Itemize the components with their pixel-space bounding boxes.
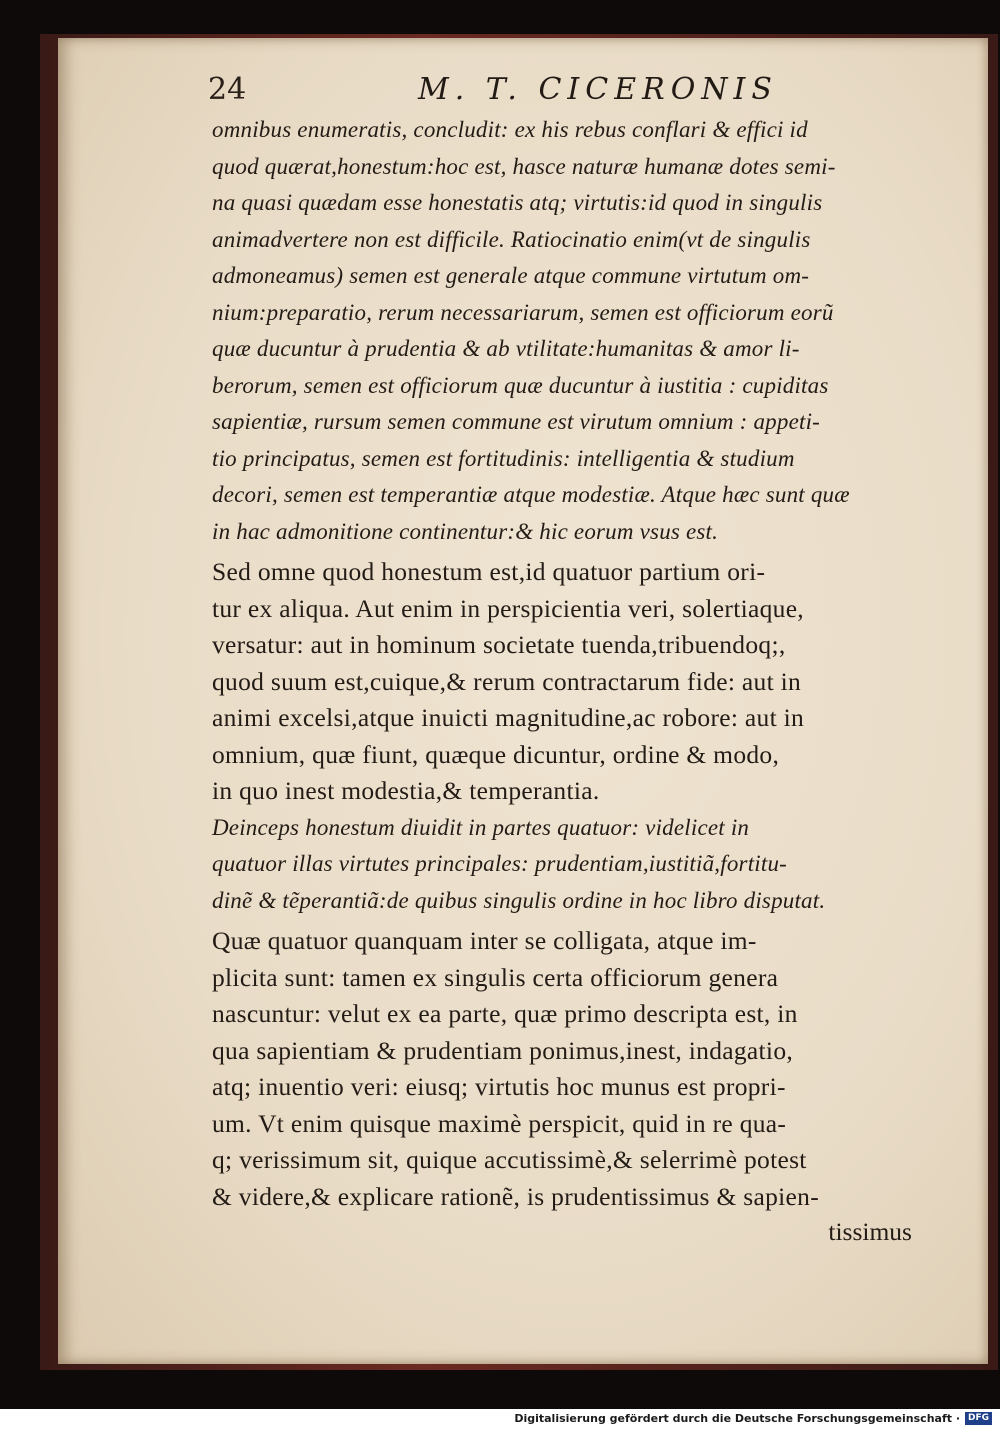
funding-credit: Digitalisierung gefördert durch die Deutsche Forschungsgemeinschaft · xyxy=(514,1412,960,1425)
text-line: animadvertere non est difficile. Ratiocinatio enim(vt de singulis xyxy=(212,226,811,252)
text-line: tur ex aliqua. Aut enim in perspicientia veri, solertiaque, xyxy=(212,593,804,623)
page-header xyxy=(208,72,778,112)
dfg-logo-icon: DFG xyxy=(965,1412,992,1425)
text-line: omnium, quæ fiunt, quæque dicuntur, ordine & modo, xyxy=(212,739,780,769)
text-line: quatuor illas virtutes principales: prudentiam,iustitiã,fortitu- xyxy=(212,851,788,876)
text-line: in hac admonitione continentur:& hic eorum vsus est. xyxy=(212,518,719,544)
catchword: tissimus xyxy=(828,1217,912,1246)
text-line: tio principatus, semen est fortitudinis: intelligentia & studium xyxy=(212,445,795,471)
text-line: Deinceps honestum diuidit in partes quatuor: videlicet in xyxy=(212,814,750,840)
text-line: in quo inest modestia,& temperantia. xyxy=(212,776,600,805)
text-line: dinẽ & tẽperantiã:de quibus singulis ordine in hoc libro disputat. xyxy=(212,887,826,913)
text-line: Sed omne quod honestum est,id quatuor partium ori- xyxy=(212,557,766,586)
text-line: animi excelsi,atque inuicti magnitudine,ac robore: aut in xyxy=(212,703,805,732)
text-line: versatur: aut in hominum societate tuenda,tribuendoq;, xyxy=(212,630,786,659)
text-line: nium:preparatio, rerum necessariarum, semen est officiorum eorũ xyxy=(212,299,834,325)
text-line: berorum, semen est officiorum quæ ducuntur à iustitia : cupiditas xyxy=(212,372,829,398)
text-line: quod suum est,cuique,& rerum contractarum fide: aut in xyxy=(212,666,802,696)
text-line: sapientiæ, rursum semen commune est virutum omnium : appeti- xyxy=(212,409,821,434)
commentary-block-2 xyxy=(212,810,916,920)
text-line: na quasi quædam esse honestatis atq; virtutis:id quod in singulis xyxy=(212,190,823,215)
text-line: admoneamus) semen est generale atque commune virtutum om- xyxy=(212,263,810,288)
main-text-block-2 xyxy=(212,923,916,1215)
text-line: plicita sunt: tamen ex singulis certa officiorum genera xyxy=(212,962,779,992)
text-line: q; verissimum sit, quique accutissimè,& selerrimè potest xyxy=(212,1145,807,1174)
digitization-footer xyxy=(0,1409,1000,1429)
commentary-block-1 xyxy=(212,112,916,550)
text-line: nascuntur: velut ex ea parte, quæ primo descripta est, in xyxy=(212,999,798,1028)
text-line: qua sapientiam & prudentiam ponimus,inest, indagatio, xyxy=(212,1035,794,1065)
page-number: 24 xyxy=(208,72,247,107)
catchword-area xyxy=(212,1215,916,1255)
text-line: atq; inuentio veri: eiusq; virtutis hoc munus est propri- xyxy=(212,1072,786,1101)
text-line: decori, semen est temperantiæ atque modestiæ. Atque hæc sunt quæ xyxy=(212,482,850,507)
text-line: omnibus enumeratis, concludit: ex his rebus conflari & effici id xyxy=(212,117,808,142)
text-block xyxy=(212,112,916,1255)
text-line: quod quærat,honestum:hoc est, hasce naturæ humanæ dotes semi- xyxy=(212,153,836,179)
main-text-block-1 xyxy=(212,554,916,810)
running-title: M. T. CICERONIS xyxy=(418,72,778,107)
text-line: quæ ducuntur à prudentia & ab vtilitate:humanitas & amor li- xyxy=(212,336,800,361)
text-line: um. Vt enim quisque maximè perspicit, quid in re qua- xyxy=(212,1108,787,1138)
text-line: & videre,& explicare rationẽ, is prudentissimus & sapien- xyxy=(212,1181,819,1211)
text-line: Quæ quatuor quanquam inter se colligata, atque im- xyxy=(212,926,757,955)
